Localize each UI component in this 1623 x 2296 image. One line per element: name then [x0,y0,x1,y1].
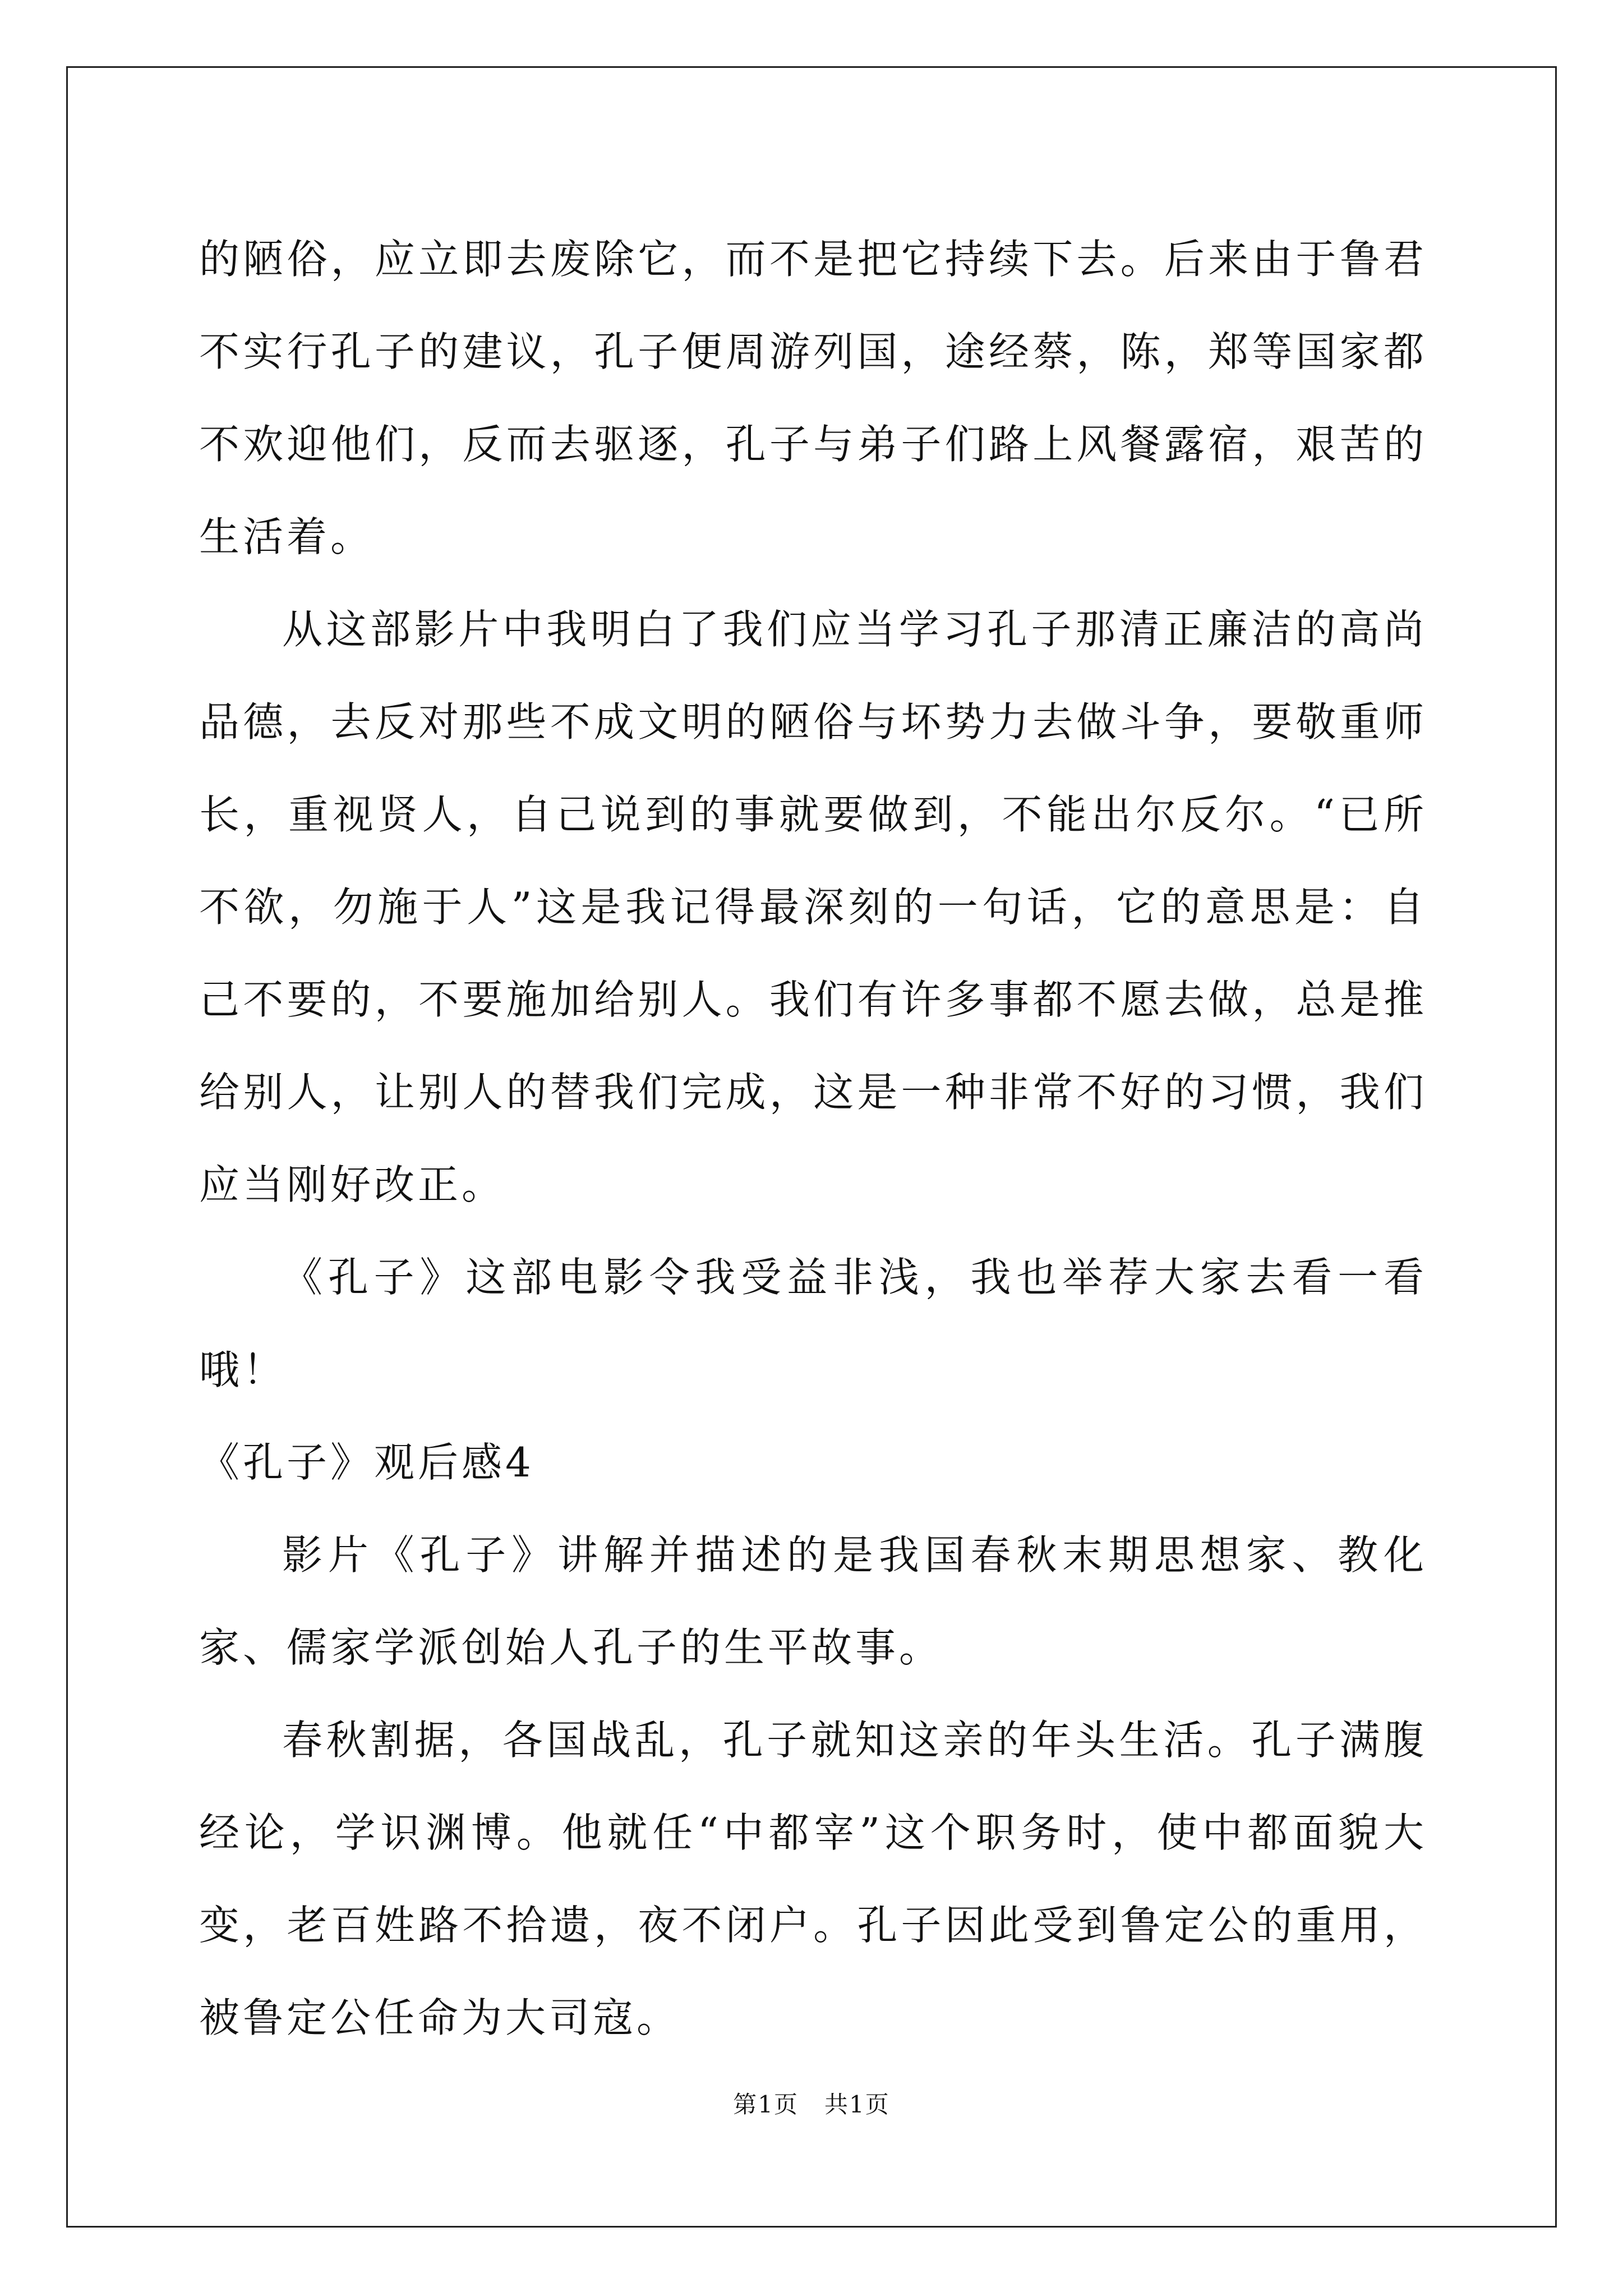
paragraph-5: 春秋割据，各国战乱，孔子就知这亲的年头生活。孔子满腹经论，学识渊博。他就任“中都宰”这个职务时，使中都面貌大变，老百姓路不拾遗，夜不闭户。孔子因此受到鲁定公的重用，被鲁定公任命为大司寇。 [199,1717,1427,2041]
paragraph-1: 的陋俗，应立即去废除它，而不是把它持续下去。后来由于鲁君不实行孔子的建议，孔子便周游列国，途经蔡，陈，郑等国家都不欢迎他们，反而去驱逐，孔子与弟子们路上风餐露宿，艰苦的生活着。 [199,236,1427,560]
section-heading: 《孔子》观后感4 [199,1439,534,1486]
document-body [199,213,1427,2064]
page-footer [0,2088,1623,2122]
paragraph-4: 影片《孔子》讲解并描述的是我国春秋末期思想家、教化家、儒家学派创始人孔子的生平故事。 [199,1531,1427,1671]
page-total: 共1页 [824,2091,890,2118]
paragraph-3: 《孔子》这部电影令我受益非浅，我也举荐大家去看一看哦！ [199,1254,1427,1393]
paragraph-2: 从这部影片中我明白了我们应当学习孔子那清正廉洁的高尚品德，去反对那些不成文明的陋俗与坏势力去做斗争，要敬重师长，重视贤人，自己说到的事就要做到，不能出尔反尔。“已所不欲，勿施于人”这是我记得最深刻的一句话，它的意思是：自己不要的，不要施加给别人。我们有许多事都不愿去做，总是推给别人，让别人的替我们完成，这是一种非常不好的习惯，我们应当刚好改正。 [199,606,1427,1208]
page-number: 第1页 [733,2091,799,2118]
